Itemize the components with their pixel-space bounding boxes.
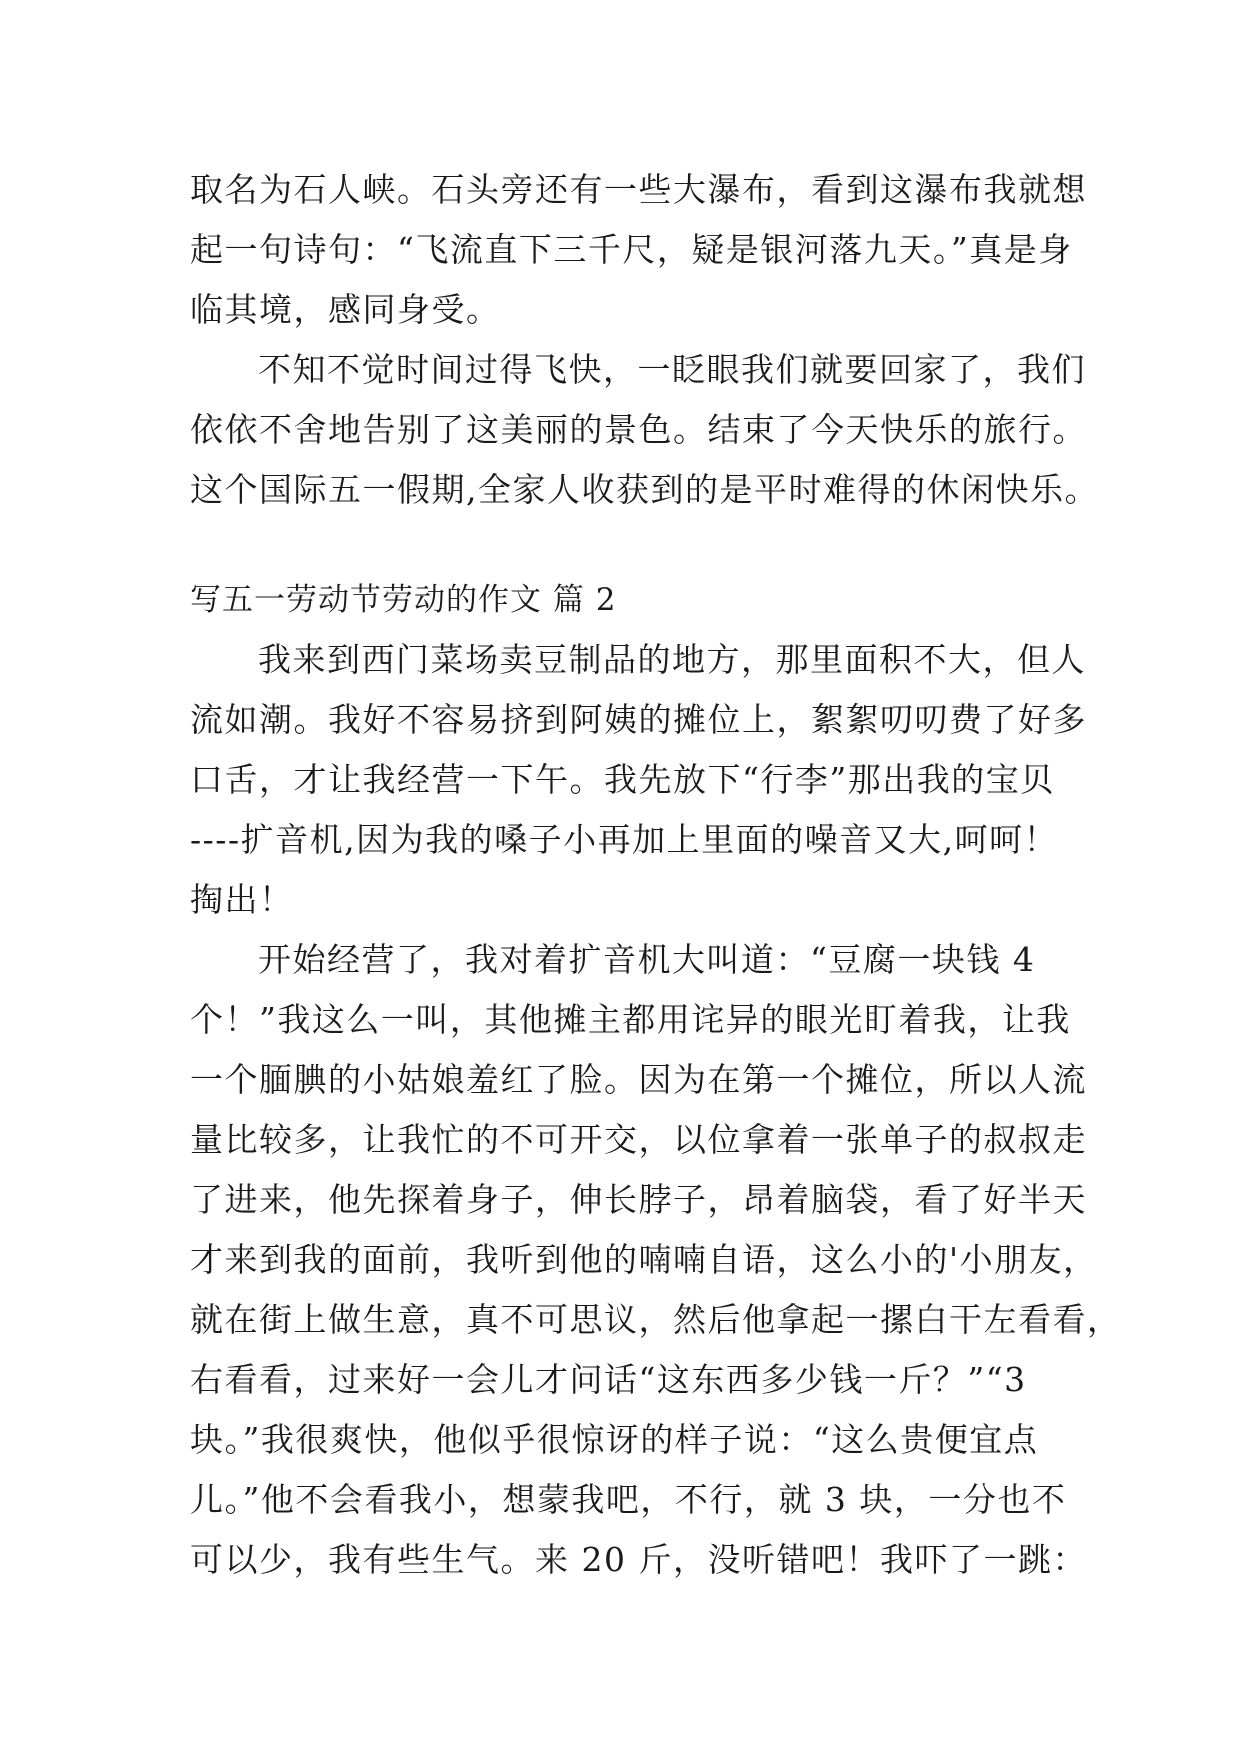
section-heading: 写五一劳动节劳动的作文 篇 2	[190, 582, 617, 618]
text-line: 才来到我的面前，我听到他的喃喃自语，这么小的'小朋友，	[190, 1240, 1098, 1279]
text-line: 不知不觉时间过得飞快，一眨眼我们就要回家了，我们	[258, 350, 1086, 389]
text-line: 开始经营了，我对着扩音机大叫道：“豆腐一块钱 4	[258, 940, 1036, 979]
paragraph-s1-1	[190, 160, 1087, 340]
paragraph-s2-2	[190, 930, 1122, 1590]
text-line: 可以少，我有些生气。来 20 斤，没听错吧！我吓了一跳：	[190, 1540, 1087, 1579]
text-line: 就在街上做生意，真不可思议，然后他拿起一摞白干左看看，	[190, 1300, 1122, 1339]
text-line: 起一句诗句：“飞流直下三千尺，疑是银河落九天。”真是身	[190, 230, 1073, 269]
paragraph-s1-2	[190, 340, 1099, 520]
text-line: 了进来，他先探着身子，伸长脖子，昂着脑袋，看了好半天	[190, 1180, 1087, 1219]
text-line: 量比较多，让我忙的不可开交，以位拿着一张单子的叔叔走	[190, 1120, 1087, 1159]
text-line: 口舌，才让我经营一下午。我先放下“行李”那出我的宝贝	[190, 760, 1055, 799]
text-line: 块。”我很爽快，他似乎很惊讶的样子说：“这么贵便宜点	[190, 1420, 1039, 1459]
text-line: 掏出！	[190, 880, 294, 919]
text-line: 我来到西门菜场卖豆制品的地方，那里面积不大，但人	[258, 640, 1086, 679]
text-line: 一个腼腆的小姑娘羞红了脸。因为在第一个摊位，所以人流	[190, 1060, 1087, 1099]
text-line: 右看看，过来好一会儿才问话“这东西多少钱一斤？”“3	[190, 1360, 1027, 1399]
section-gap	[190, 520, 1060, 570]
text-line: 这个国际五一假期,全家人收获到的是平时难得的休闲快乐。	[190, 470, 1099, 509]
document-page	[190, 160, 1122, 1590]
paragraph-s2-1	[190, 630, 1087, 930]
text-line: ----扩音机,因为我的嗓子小再加上里面的噪音又大,呵呵！	[190, 820, 1059, 859]
text-line: 取名为石人峡。石头旁还有一些大瀑布，看到这瀑布我就想	[190, 170, 1087, 209]
text-line: 个！”我这么一叫，其他摊主都用诧异的眼光盯着我，让我	[190, 1000, 1071, 1039]
text-line: 流如潮。我好不容易挤到阿姨的摊位上，絮絮叨叨费了好多	[190, 700, 1087, 739]
text-line: 依依不舍地告别了这美丽的景色。结束了今天快乐的旅行。	[190, 410, 1087, 449]
text-line: 儿。”他不会看我小，想蒙我吧，不行，就 3 块，一分也不	[190, 1480, 1067, 1519]
text-line: 临其境，感同身受。	[190, 290, 501, 329]
